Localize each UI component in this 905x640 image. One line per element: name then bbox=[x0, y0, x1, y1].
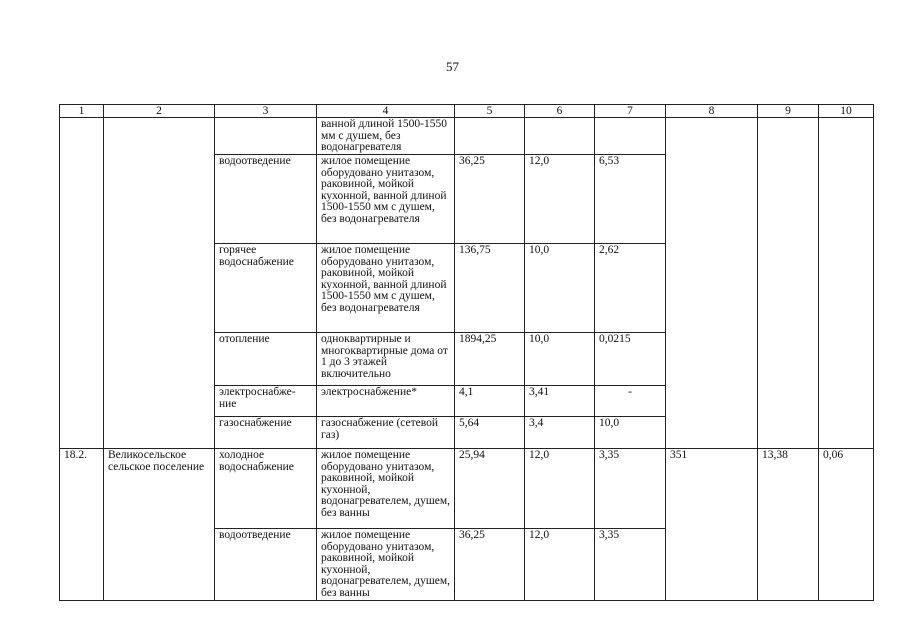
service-cell: горячее водоснабжение bbox=[215, 244, 317, 333]
description-cell: жилое помещение оборудовано унитазом, раковиной, мойкой кухонной, ванной длиной 1500-1550 мм с душем, без водонагревателя bbox=[317, 155, 455, 244]
service-cell: отопление bbox=[215, 333, 317, 386]
col8-cell: 351 bbox=[666, 449, 758, 601]
value-cell: 3,4 bbox=[525, 417, 595, 449]
value-cell: 1894,25 bbox=[455, 333, 525, 386]
col10-cell: 0,06 bbox=[819, 449, 874, 601]
header-cell: 1 bbox=[60, 105, 104, 118]
value-cell: 2,62 bbox=[595, 244, 666, 333]
table-row bbox=[60, 449, 874, 529]
value-cell: 12,0 bbox=[525, 529, 595, 601]
service-cell: электроснабже-ние bbox=[215, 386, 317, 417]
header-cell: 6 bbox=[525, 105, 595, 118]
value-cell: 36,25 bbox=[455, 529, 525, 601]
header-cell: 2 bbox=[104, 105, 215, 118]
value-cell: 10,0 bbox=[595, 417, 666, 449]
description-cell: электроснабжение* bbox=[317, 386, 455, 417]
header-cell: 4 bbox=[317, 105, 455, 118]
value-cell: 25,94 bbox=[455, 449, 525, 529]
description-cell: жилое помещение оборудовано унитазом, раковиной, мойкой кухонной, водонагревателем, душем, без ванны bbox=[317, 449, 455, 529]
value-cell: 6,53 bbox=[595, 155, 666, 244]
value-cell: 3,35 bbox=[595, 449, 666, 529]
settlement-name-cell: Великосельское сельское поселение bbox=[104, 449, 215, 601]
value-cell: 12,0 bbox=[525, 449, 595, 529]
value-cell: 4,1 bbox=[455, 386, 525, 417]
header-cell: 9 bbox=[758, 105, 819, 118]
col9-cell: 13,38 bbox=[758, 449, 819, 601]
row-number-cell: 18.2. bbox=[60, 449, 104, 601]
value-cell bbox=[525, 118, 595, 155]
page-number: 57 bbox=[446, 59, 459, 74]
header-cell: 10 bbox=[819, 105, 874, 118]
value-cell: 3,41 bbox=[525, 386, 595, 417]
col10-cell bbox=[819, 118, 874, 449]
tariff-table bbox=[59, 104, 874, 601]
table-row bbox=[60, 118, 874, 155]
value-cell: 10,0 bbox=[525, 333, 595, 386]
value-cell: 0,0215 bbox=[595, 333, 666, 386]
value-cell: 3,35 bbox=[595, 529, 666, 601]
service-cell: холодное водоснабжение bbox=[215, 449, 317, 529]
col9-cell bbox=[758, 118, 819, 449]
header-cell: 8 bbox=[666, 105, 758, 118]
settlement-name-cell bbox=[104, 118, 215, 449]
value-cell bbox=[595, 118, 666, 155]
header-cell: 3 bbox=[215, 105, 317, 118]
col8-cell bbox=[666, 118, 758, 449]
value-cell: 12,0 bbox=[525, 155, 595, 244]
service-cell: водоотведение bbox=[215, 529, 317, 601]
column-number-header bbox=[60, 105, 874, 118]
service-cell: водоотведение bbox=[215, 155, 317, 244]
value-cell: 136,75 bbox=[455, 244, 525, 333]
service-cell: газоснабжение bbox=[215, 417, 317, 449]
description-cell: ванной длиной 1500-1550 мм с душем, без водонагревателя bbox=[317, 118, 455, 155]
value-cell: - bbox=[595, 386, 666, 417]
value-cell bbox=[455, 118, 525, 155]
description-cell: жилое помещение оборудовано унитазом, раковиной, мойкой кухонной, водонагревателем, душем, без ванны bbox=[317, 529, 455, 601]
row-number-cell bbox=[60, 118, 104, 449]
header-cell: 5 bbox=[455, 105, 525, 118]
value-cell: 10,0 bbox=[525, 244, 595, 333]
description-cell: жилое помещение оборудовано унитазом, раковиной, мойкой кухонной, ванной длиной 1500-1550 мм с душем, без водонагревателя bbox=[317, 244, 455, 333]
header-cell: 7 bbox=[595, 105, 666, 118]
value-cell: 36,25 bbox=[455, 155, 525, 244]
service-cell bbox=[215, 118, 317, 155]
value-cell: 5,64 bbox=[455, 417, 525, 449]
description-cell: одноквартирные и многоквартирные дома от 1 до 3 этажей включительно bbox=[317, 333, 455, 386]
description-cell: газоснабжение (сетевой газ) bbox=[317, 417, 455, 449]
